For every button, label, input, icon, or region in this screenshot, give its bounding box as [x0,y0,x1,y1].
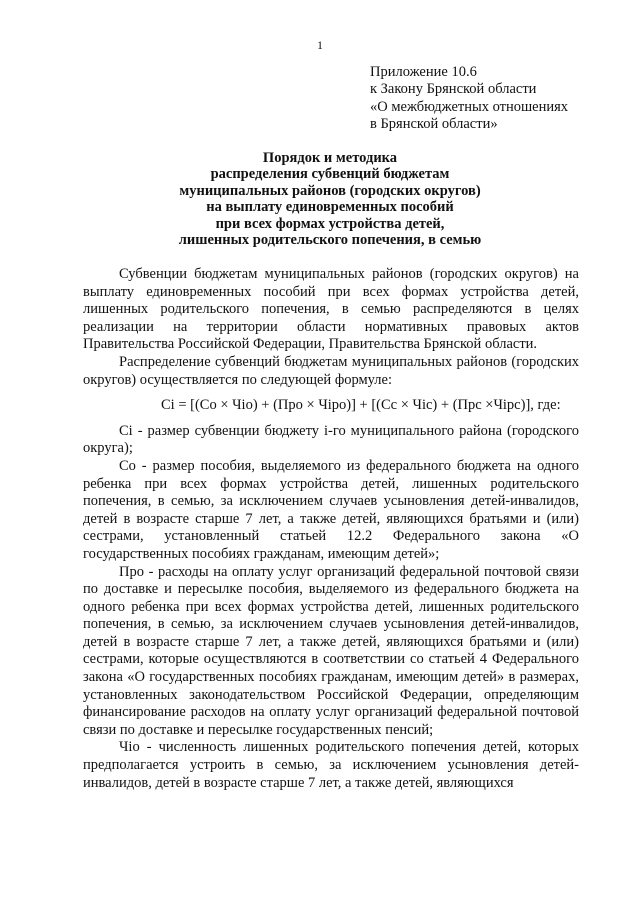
paragraph-definition-co: Co - размер пособия, выделяемого из федерального бюджета на одного ребенка при всех формах устройства детей, лишенных родительского попечения, в семью, за исключением случаев усыновления детей-инвалидов, детей в возрасте старше 7 лет, а также детей, являющихся братьями и (или) сестрами, установленный статьей 12.2 Федерального закона «О государственных пособиях гражданам, имеющим детей»; [83,457,579,562]
title-line: при всех формах устройства детей, [215,215,445,232]
appendix-line: «О межбюджетных отношениях [370,98,569,115]
document-title [60,150,600,248]
title-line: на выплату единовременных пособий [206,199,454,216]
paragraph-distribution-formula-intro: Распределение субвенций бюджетам муниципальных районов (городских округов) осуществляется по следующей формуле: [83,353,579,388]
appendix-line: в Брянской области» [370,116,498,133]
title-line: Порядок и методика [262,150,398,166]
document-body [83,266,579,792]
paragraph-definition-ci: Ci - размер субвенции бюджету i-го муниципального района (городского округа); [83,422,579,457]
appendix-line: к Закону Брянской области [370,81,537,98]
appendix-header [370,64,620,134]
page-number: 1 [317,38,323,52]
title-line: распределения субвенций бюджетам [210,166,450,183]
title-line: муниципальных районов (городских округов) [179,182,481,199]
title-line: лишенных родительского попечения, в семью [178,232,482,249]
paragraph-subventions-purpose: Субвенции бюджетам муниципальных районов (городских округов) на выплату единовременных пособий при всех формах устройства детей, лишенных родительского попечения, в семью распределяются в целях реализации на территории области нормативных правовых актов Правительства Российской Федерации, Правительства Брянской области. [83,266,579,353]
distribution-formula: Ci = [(Co × Чio) + (Про × Чiро)] + [(Cc × Чic) + (Прс ×Чiрс)], где: [161,397,561,414]
paragraph-definition-chio: Чio - численность лишенных родительского попечения детей, которых предполагается устроить в семью, за исключением усыновления детей-инвалидов, детей в возрасте старше 7 лет, а также детей, являющихся [83,739,579,791]
paragraph-definition-pro: Про - расходы на оплату услуг организаций федеральной почтовой связи по доставке и пересылке пособия, выделяемого из федерального бюджета на одного ребенка при всех формах устройства детей, лишенных родительского попечения, в семью, за исключением случаев усыновления детей-инвалидов, детей в возрасте старше 7 лет, а также детей, являющихся братьями и (или) сестрами, которые осуществляются в соответствии со статьей 4 Федерального закона «О государственных пособиях гражданам, имеющим детей» в размерах, установленных законодательством Российской Федерации, определяющим финансирование расходов на оплату услуг организаций федеральной почтовой связи по доставке и пересылке государственных пенсий; [83,563,579,738]
appendix-line: Приложение 10.6 [370,64,477,80]
